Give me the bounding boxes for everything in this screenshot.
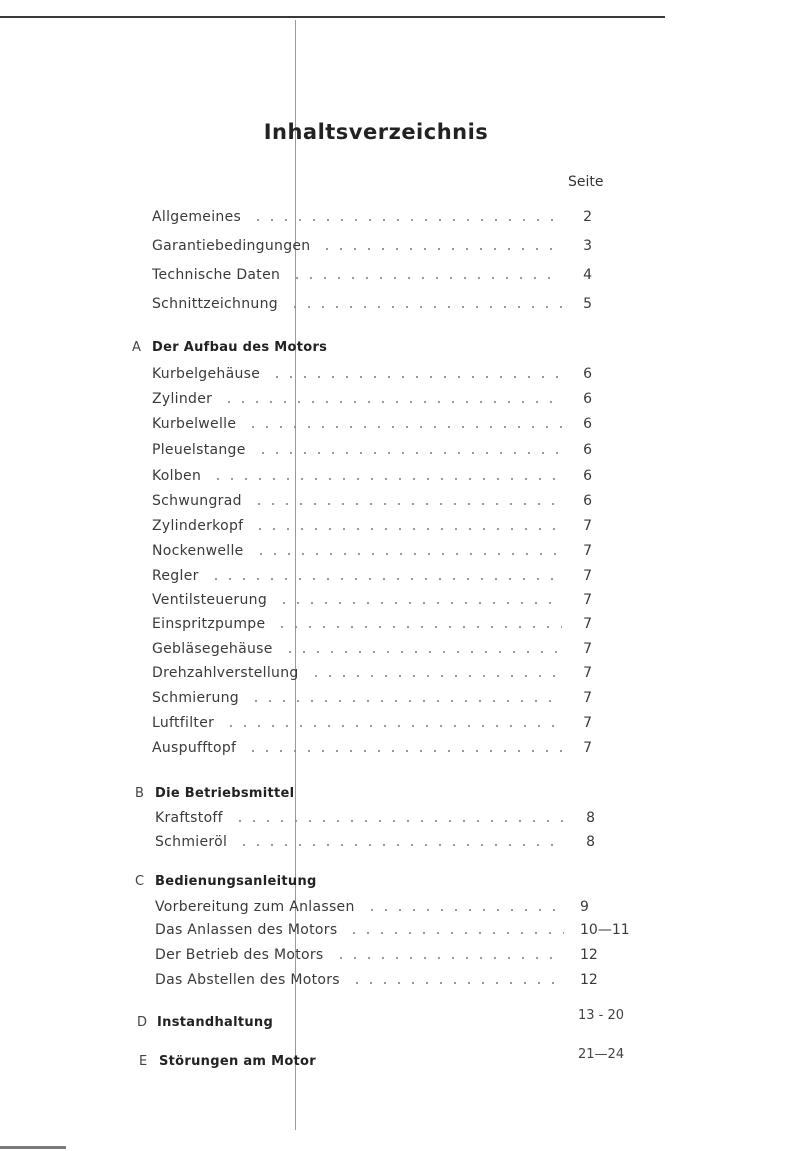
toc-leader-dots — [252, 503, 562, 505]
section-a-heading — [132, 340, 327, 355]
toc-entry-label: Technische Daten — [152, 267, 281, 283]
toc-entry-page: 3 — [583, 238, 592, 254]
toc-entry-label: Auspufftopf — [152, 740, 237, 756]
toc-entry-page: 6 — [583, 442, 592, 458]
toc-entry — [152, 738, 592, 758]
toc-entry-label: Garantiebedingungen — [152, 238, 311, 254]
toc-leader-dots — [256, 452, 562, 454]
toc-leader-dots — [288, 306, 562, 308]
toc-entry-page: 10—11 — [580, 922, 630, 938]
toc-entry-page: 7 — [583, 641, 592, 657]
toc-entry — [152, 491, 592, 511]
toc-leader-dots — [211, 478, 562, 480]
toc-entry-page: 7 — [583, 616, 592, 632]
toc-entry-page: 7 — [583, 568, 592, 584]
toc-leader-dots — [237, 844, 565, 846]
toc-entry — [155, 832, 595, 852]
toc-entry-label: Schmierung — [152, 690, 239, 706]
toc-entry-label: Pleuelstange — [152, 442, 246, 458]
toc-entry — [152, 265, 592, 285]
toc-entry-label: Kolben — [152, 468, 202, 484]
toc-leader-dots — [275, 626, 562, 628]
toc-entry-page: 7 — [583, 690, 592, 706]
toc-entry — [155, 970, 630, 990]
toc-entry-page: 12 — [580, 972, 598, 988]
toc-leader-dots — [224, 725, 562, 727]
toc-leader-dots — [222, 401, 562, 403]
toc-entry-label: Der Betrieb des Motors — [155, 947, 324, 963]
section-letter: E — [139, 1054, 148, 1069]
page-title: Inhaltsverzeichnis — [263, 120, 489, 144]
toc-entry — [155, 897, 630, 917]
toc-entry-label: Zylinder — [152, 391, 213, 407]
toc-entry-label: Zylinderkopf — [152, 518, 244, 534]
toc-entry-label: Nockenwelle — [152, 543, 244, 559]
toc-leader-dots — [290, 277, 562, 279]
toc-entry-page: 7 — [583, 740, 592, 756]
section-title: Störungen am Motor — [159, 1054, 317, 1069]
toc-leader-dots — [246, 426, 562, 428]
toc-entry-page: 2 — [583, 209, 592, 225]
toc-entry — [152, 541, 592, 561]
section-e-heading — [139, 1054, 316, 1069]
toc-entry — [152, 389, 592, 409]
toc-entry-page: 6 — [583, 416, 592, 432]
toc-entry-label: Schmieröl — [155, 834, 228, 850]
section-c-heading — [135, 874, 317, 889]
toc-leader-dots — [283, 651, 562, 653]
page-column-label: Seite — [568, 174, 604, 190]
toc-entry-label: Vorbereitung zum Anlassen — [155, 899, 355, 915]
toc-entry — [155, 808, 595, 828]
toc-entry-label: Ventilsteuerung — [152, 592, 268, 608]
toc-entry-page: 7 — [583, 592, 592, 608]
toc-leader-dots — [309, 675, 562, 677]
toc-entry-label: Kraftstoff — [155, 810, 223, 826]
toc-entry-page: 5 — [583, 296, 592, 312]
toc-entry — [152, 566, 592, 586]
toc-entry-page: 9 — [580, 899, 589, 915]
toc-entry-page: 8 — [586, 810, 595, 826]
toc-leader-dots — [246, 750, 562, 752]
toc-entry-label: Gebläsegehäuse — [152, 641, 273, 657]
toc-leader-dots — [270, 376, 562, 378]
section-letter: A — [132, 340, 142, 355]
toc-entry-page: 6 — [583, 366, 592, 382]
toc-entry — [152, 590, 592, 610]
toc-entry — [152, 294, 592, 314]
toc-entry — [152, 516, 592, 536]
toc-entry-label: Schwungrad — [152, 493, 242, 509]
toc-entry-label: Das Abstellen des Motors — [155, 972, 340, 988]
toc-entry-label: Das Anlassen des Motors — [155, 922, 338, 938]
section-d-page: 13 - 20 — [578, 1008, 625, 1023]
toc-leader-dots — [277, 602, 562, 604]
toc-entry — [152, 663, 592, 683]
toc-entry-page: 12 — [580, 947, 598, 963]
toc-entry-label: Schnittzeichnung — [152, 296, 278, 312]
section-letter: D — [137, 1015, 148, 1030]
toc-leader-dots — [334, 957, 565, 959]
toc-entry — [152, 440, 592, 460]
toc-entry-label: Allgemeines — [152, 209, 242, 225]
section-title: Der Aufbau des Motors — [152, 340, 328, 355]
toc-entry-label: Luftfilter — [152, 715, 215, 731]
toc-entry-label: Einspritzpumpe — [152, 616, 266, 632]
section-e-page: 21—24 — [578, 1047, 625, 1062]
section-title: Instandhaltung — [157, 1015, 274, 1030]
toc-leader-dots — [320, 248, 562, 250]
toc-entry — [152, 639, 592, 659]
toc-entry — [152, 414, 592, 434]
toc-entry — [152, 614, 592, 634]
section-title: Bedienungsanleitung — [155, 874, 317, 889]
toc-leader-dots — [249, 700, 562, 702]
toc-leader-dots — [350, 982, 564, 984]
toc-entry — [152, 713, 592, 733]
toc-entry-page: 8 — [586, 834, 595, 850]
section-d-heading — [137, 1015, 273, 1030]
toc-leader-dots — [233, 820, 565, 822]
toc-entry-label: Kurbelgehäuse — [152, 366, 261, 382]
toc-leader-dots — [365, 909, 564, 911]
section-letter: C — [135, 874, 145, 889]
section-letter: B — [135, 786, 145, 801]
top-rule — [0, 16, 665, 18]
toc-leader-dots — [209, 578, 562, 580]
toc-entry-page: 4 — [583, 267, 592, 283]
toc-entry — [152, 207, 592, 227]
toc-entry-page: 7 — [583, 715, 592, 731]
toc-entry — [152, 688, 592, 708]
toc-leader-dots — [254, 553, 562, 555]
toc-entry-page: 6 — [583, 468, 592, 484]
toc-entry-page: 6 — [583, 493, 592, 509]
toc-entry — [152, 364, 592, 384]
toc-entry — [155, 945, 630, 965]
toc-entry — [152, 466, 592, 486]
section-b-heading — [135, 786, 294, 801]
toc-entry-label: Regler — [152, 568, 199, 584]
toc-entry-page: 7 — [583, 543, 592, 559]
toc-leader-dots — [251, 219, 562, 221]
corner-mark — [0, 1146, 66, 1149]
section-title: Die Betriebsmittel — [155, 786, 295, 801]
toc-entry-page: 6 — [583, 391, 592, 407]
toc-entry — [152, 236, 592, 256]
toc-entry-label: Drehzahlverstellung — [152, 665, 299, 681]
toc-leader-dots — [347, 932, 564, 934]
toc-entry — [155, 920, 630, 940]
toc-entry-page: 7 — [583, 518, 592, 534]
toc-entry-label: Kurbelwelle — [152, 416, 237, 432]
toc-leader-dots — [253, 528, 562, 530]
toc-entry-page: 7 — [583, 665, 592, 681]
